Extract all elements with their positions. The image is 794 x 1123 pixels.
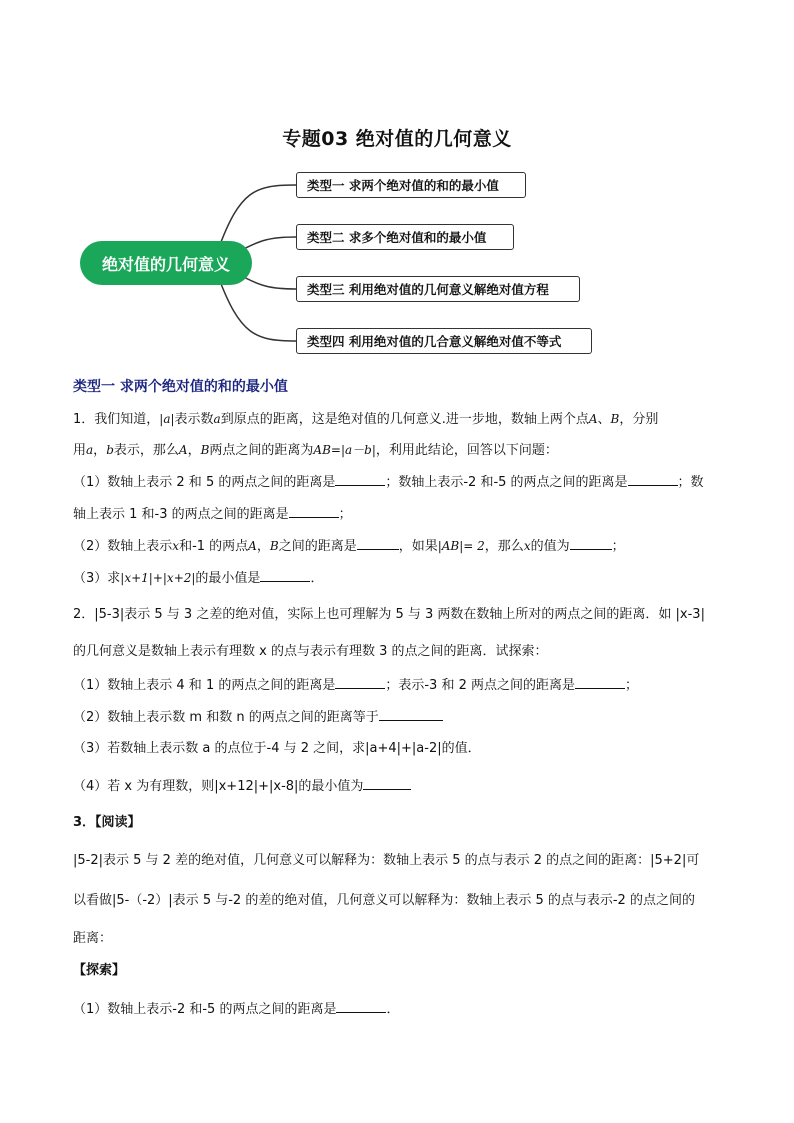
answer-blank[interactable] (357, 537, 399, 550)
q3-read-line2: 以看做|5-（-2）|表示 5 与-2 的差的绝对值，几何意义可以解释为：数轴上表示 5 的点与表示-2 的点之间的 (73, 893, 695, 908)
mindmap-branch-type2: 类型二 求多个绝对值和的最小值 (296, 224, 514, 250)
q2-part2: （2）数轴上表示数 m 和数 n 的两点之间的距离等于 (73, 708, 723, 727)
page-title: 专题03 绝对值的几何意义 (282, 128, 512, 150)
q3-part1: （1）数轴上表示-2 和-5 的两点之间的距离是 ． (73, 1002, 400, 1017)
q2-line2: 的几何意义是数轴上表示有理数 x 的点与表示有理数 3 的点之间的距离．试探索： (73, 644, 548, 659)
answer-blank[interactable] (336, 1000, 386, 1013)
answer-blank[interactable] (575, 676, 625, 689)
answer-blank[interactable] (335, 473, 385, 486)
q3-heading: 3．【阅读】 (73, 815, 141, 830)
q1-line2: 用a，b表示，那么A，B两点之间的距离为AB=|a－b|，利用此结论，回答以下问题： (73, 443, 558, 458)
answer-blank[interactable] (570, 537, 612, 550)
q3-read-line1: |5-2|表示 5 与 2 差的绝对值，几何意义可以解释为：数轴上表示 5 的点与表示 2 的点之间的距离：|5+2|可 (73, 853, 700, 868)
q1-part2: （2）数轴上表示x和-1 的两点A，B之间的距离是 ，如果|AB|= 2，那么x的值为 ； (73, 539, 625, 554)
answer-blank[interactable] (379, 708, 443, 721)
mindmap-center-node: 绝对值的几何意义 (80, 241, 252, 285)
answer-blank[interactable] (628, 473, 678, 486)
q3-explore-heading: 【探索】 (73, 963, 126, 978)
mindmap-branch-type1: 类型一 求两个绝对值的和的最小值 (296, 172, 526, 198)
q1-line1: 1．我们知道，|a|表示数a到原点的距离，这是绝对值的几何意义.进一步地，数轴上两个点A、B，分别 (73, 412, 659, 427)
q2-part4: （4）若 x 为有理数，则|x+12|+|x-8|的最小值为 (73, 777, 723, 796)
answer-blank[interactable] (260, 569, 310, 582)
section-heading-type1: 类型一 求两个绝对值的和的最小值 (73, 379, 288, 395)
q3-read-line3: 距离： (73, 931, 113, 946)
mindmap-branch-type4: 类型四 利用绝对值的几合意义解绝对值不等式 (296, 328, 592, 354)
answer-blank[interactable] (289, 505, 339, 518)
q1-part1: （1）数轴上表示 2 和 5 的两点之间的距离是 ；数轴上表示-2 和-5 的两点之间的距离是 ；数 (73, 475, 704, 490)
mindmap-branch-type3: 类型三 利用绝对值的几何意义解绝对值方程 (296, 276, 580, 302)
q2-part1: （1）数轴上表示 4 和 1 的两点之间的距离是 ；表示-3 和 2 两点之间的距离是 ； (73, 678, 638, 693)
q1-part1-cont: 轴上表示 1 和-3 的两点之间的距离是 ； (73, 507, 352, 522)
answer-blank[interactable] (335, 676, 385, 689)
q2-part3: （3）若数轴上表示数 a 的点位于-4 与 2 之间，求|a+4|+|a-2|的值． (73, 741, 481, 756)
q1-part3: （3）求|x+1|+|x+2|的最小值是 ． (73, 571, 324, 586)
q2-line1: 2．|5-3|表示 5 与 3 之差的绝对值，实际上也可理解为 5 与 3 两数在数轴上所对的两点之间的距离．如 |x-3| (73, 607, 705, 622)
answer-blank[interactable] (363, 777, 411, 790)
